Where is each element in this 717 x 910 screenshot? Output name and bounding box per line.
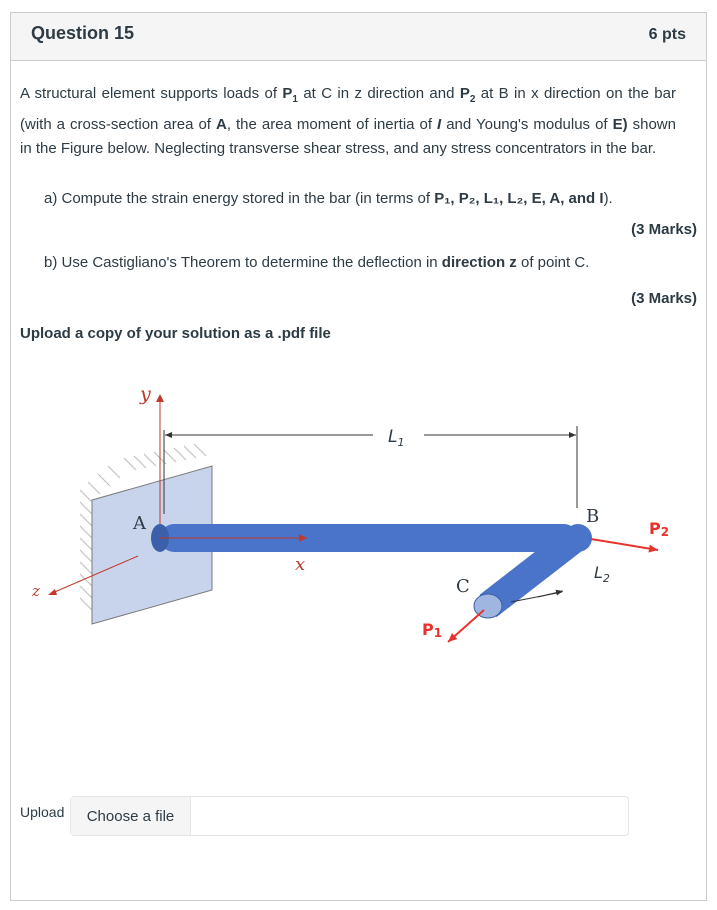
upload-instruction: Upload a copy of your solution as a .pdf file xyxy=(20,325,331,342)
p1-label xyxy=(422,620,442,640)
file-upload-field[interactable] xyxy=(70,796,629,836)
text-segment: shown in the Figure below. Neglecting transverse shear stress, and any stress concentrators in the bar. xyxy=(20,115,676,157)
text-segment: , the area moment of inertia of xyxy=(226,115,438,133)
p2-symbol: P xyxy=(459,85,470,102)
part-b-text xyxy=(44,254,589,271)
p1-load-arrow xyxy=(448,610,484,642)
text-segment: b) Use Castigliano's Theorem to determine the deflection in xyxy=(44,254,442,271)
modulus-symbol: E) xyxy=(612,115,628,133)
upload-label: Upload xyxy=(20,804,65,820)
l1-subscript: 1 xyxy=(397,436,405,449)
inertia-symbol: I xyxy=(437,115,442,133)
part-a-marks: (3 Marks) xyxy=(631,221,697,238)
text-segment: A structural element supports loads of xyxy=(20,85,283,102)
p1-letter: P xyxy=(422,620,434,639)
p2-label-subscript: 2 xyxy=(660,525,670,539)
l2-dimension-arrow xyxy=(538,591,563,597)
point-a-label: A xyxy=(133,513,146,534)
l2-subscript: 2 xyxy=(602,572,610,585)
text-segment: at B in x direction on the bar (with a cross-section area of xyxy=(20,85,676,133)
area-symbol: A xyxy=(215,115,227,133)
l1-label xyxy=(388,427,404,449)
y-axis-arrowhead xyxy=(156,394,164,402)
point-c-label: C xyxy=(456,576,470,597)
y-axis-label: y xyxy=(140,383,151,405)
text-segment: a) Compute the strain energy stored in the bar (in terms of xyxy=(44,190,435,207)
z-axis-label: z xyxy=(32,582,40,600)
text-segment: at C in z direction and xyxy=(297,85,460,102)
point-b-label: B xyxy=(586,506,600,527)
p2-load-arrow xyxy=(591,539,658,550)
z-axis-arrowhead xyxy=(48,589,57,595)
p2-label xyxy=(649,519,669,539)
question-header xyxy=(11,13,706,61)
text-segment: ). xyxy=(603,190,613,207)
part-a-variables: P₁, P₂, L₁, L₂, E, A, and I xyxy=(434,190,604,207)
choose-file-button[interactable]: Choose a file xyxy=(71,797,191,835)
question-points: 6 pts xyxy=(648,26,686,43)
text-segment: of point C. xyxy=(516,254,590,271)
p2-letter: P xyxy=(649,519,661,538)
l2-letter: L xyxy=(594,563,603,582)
question-text xyxy=(20,82,676,162)
p1-label-subscript: 1 xyxy=(433,626,443,640)
part-b-marks: (3 Marks) xyxy=(631,290,697,307)
text-segment: and Young's modulus of xyxy=(441,115,613,133)
part-a-text xyxy=(44,190,613,207)
l1-letter: L xyxy=(388,427,398,447)
p1-symbol: P xyxy=(282,85,293,102)
p1-subscript: 1 xyxy=(292,94,298,105)
question-title: Question 15 xyxy=(31,23,135,43)
structure-figure xyxy=(28,378,668,668)
x-axis-label: x xyxy=(295,554,306,575)
l2-label xyxy=(594,563,610,585)
p2-subscript: 2 xyxy=(469,94,476,105)
bar-end-b xyxy=(564,524,592,552)
part-b-direction: direction z xyxy=(441,254,517,271)
